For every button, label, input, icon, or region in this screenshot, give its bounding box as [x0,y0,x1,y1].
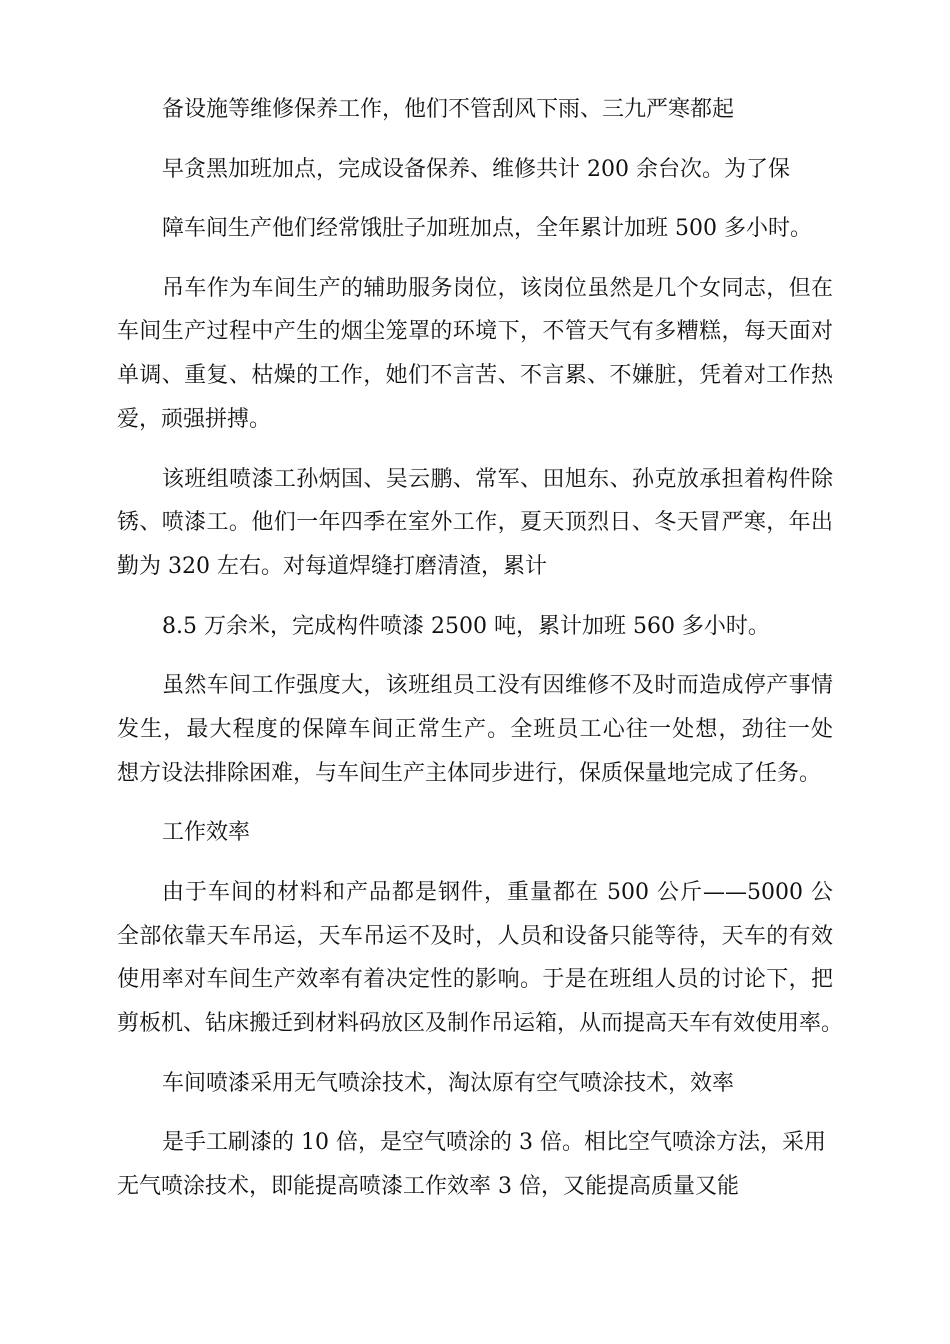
section-heading: 工作效率 [162,820,251,845]
text-line: 想方设法排除困难，与车间生产主体同步进行，保质保量地完成了任务。 [117,761,822,786]
text-line: 由于车间的材料和产品都是钢件，重量都在 500 公斤——5000 公 [162,880,833,905]
text-line: 无气喷涂技术，即能提高喷漆工作效率 3 倍，又能提高质量又能 [117,1174,739,1199]
text-line: 是手工刷漆的 10 倍，是空气喷涂的 3 倍。相比空气喷涂方法，采用 [162,1130,826,1155]
text-line: 车间喷漆采用无气喷涂技术，淘汰原有空气喷涂技术，效率 [162,1071,735,1096]
text-line: 单调、重复、枯燥的工作，她们不言苦、不言累、不嫌脏，凭着对工作热 [117,363,833,388]
text-line: 全部依靠天车吊运，天车吊运不及时，人员和设备只能等待，天车的有效 [117,924,833,949]
text-line: 吊车作为车间生产的辅助服务岗位，该岗位虽然是几个女同志，但在 [162,276,833,301]
text-line: 使用率对车间生产效率有着决定性的影响。于是在班组人员的讨论下，把 [117,967,833,992]
text-line: 早贪黑加班加点，完成设备保养、维修共计 200 余台次。为了保 [162,157,790,182]
text-line: 剪板机、钻床搬迁到材料码放区及制作吊运箱，从而提高天车有效使用率。 [117,1011,844,1036]
text-line: 障车间生产他们经常饿肚子加班加点，全年累计加班 500 多小时。 [162,216,812,241]
text-line: 8.5 万余米，完成构件喷漆 2500 吨，累计加班 560 多小时。 [162,614,770,639]
text-line: 虽然车间工作强度大，该班组员工没有因维修不及时而造成停产事情 [162,673,833,698]
text-line: 勤为 320 左右。对每道焊缝打磨清渣，累计 [117,554,547,579]
text-line: 备设施等维修保养工作，他们不管刮风下雨、三九严寒都起 [162,97,735,122]
text-line: 该班组喷漆工孙炳国、吴云鹏、常军、田旭东、孙克放承担着构件除 [162,467,833,492]
text-line: 车间生产过程中产生的烟尘笼罩的环境下，不管天气有多糟糕，每天面对 [117,319,833,344]
text-line: 发生，最大程度的保障车间正常生产。全班员工心往一处想，劲往一处 [117,717,833,742]
text-line: 锈、喷漆工。他们一年四季在室外工作，夏天顶烈日、冬天冒严寒，年出 [117,510,833,535]
text-line: 爱，顽强拼搏。 [117,407,272,432]
